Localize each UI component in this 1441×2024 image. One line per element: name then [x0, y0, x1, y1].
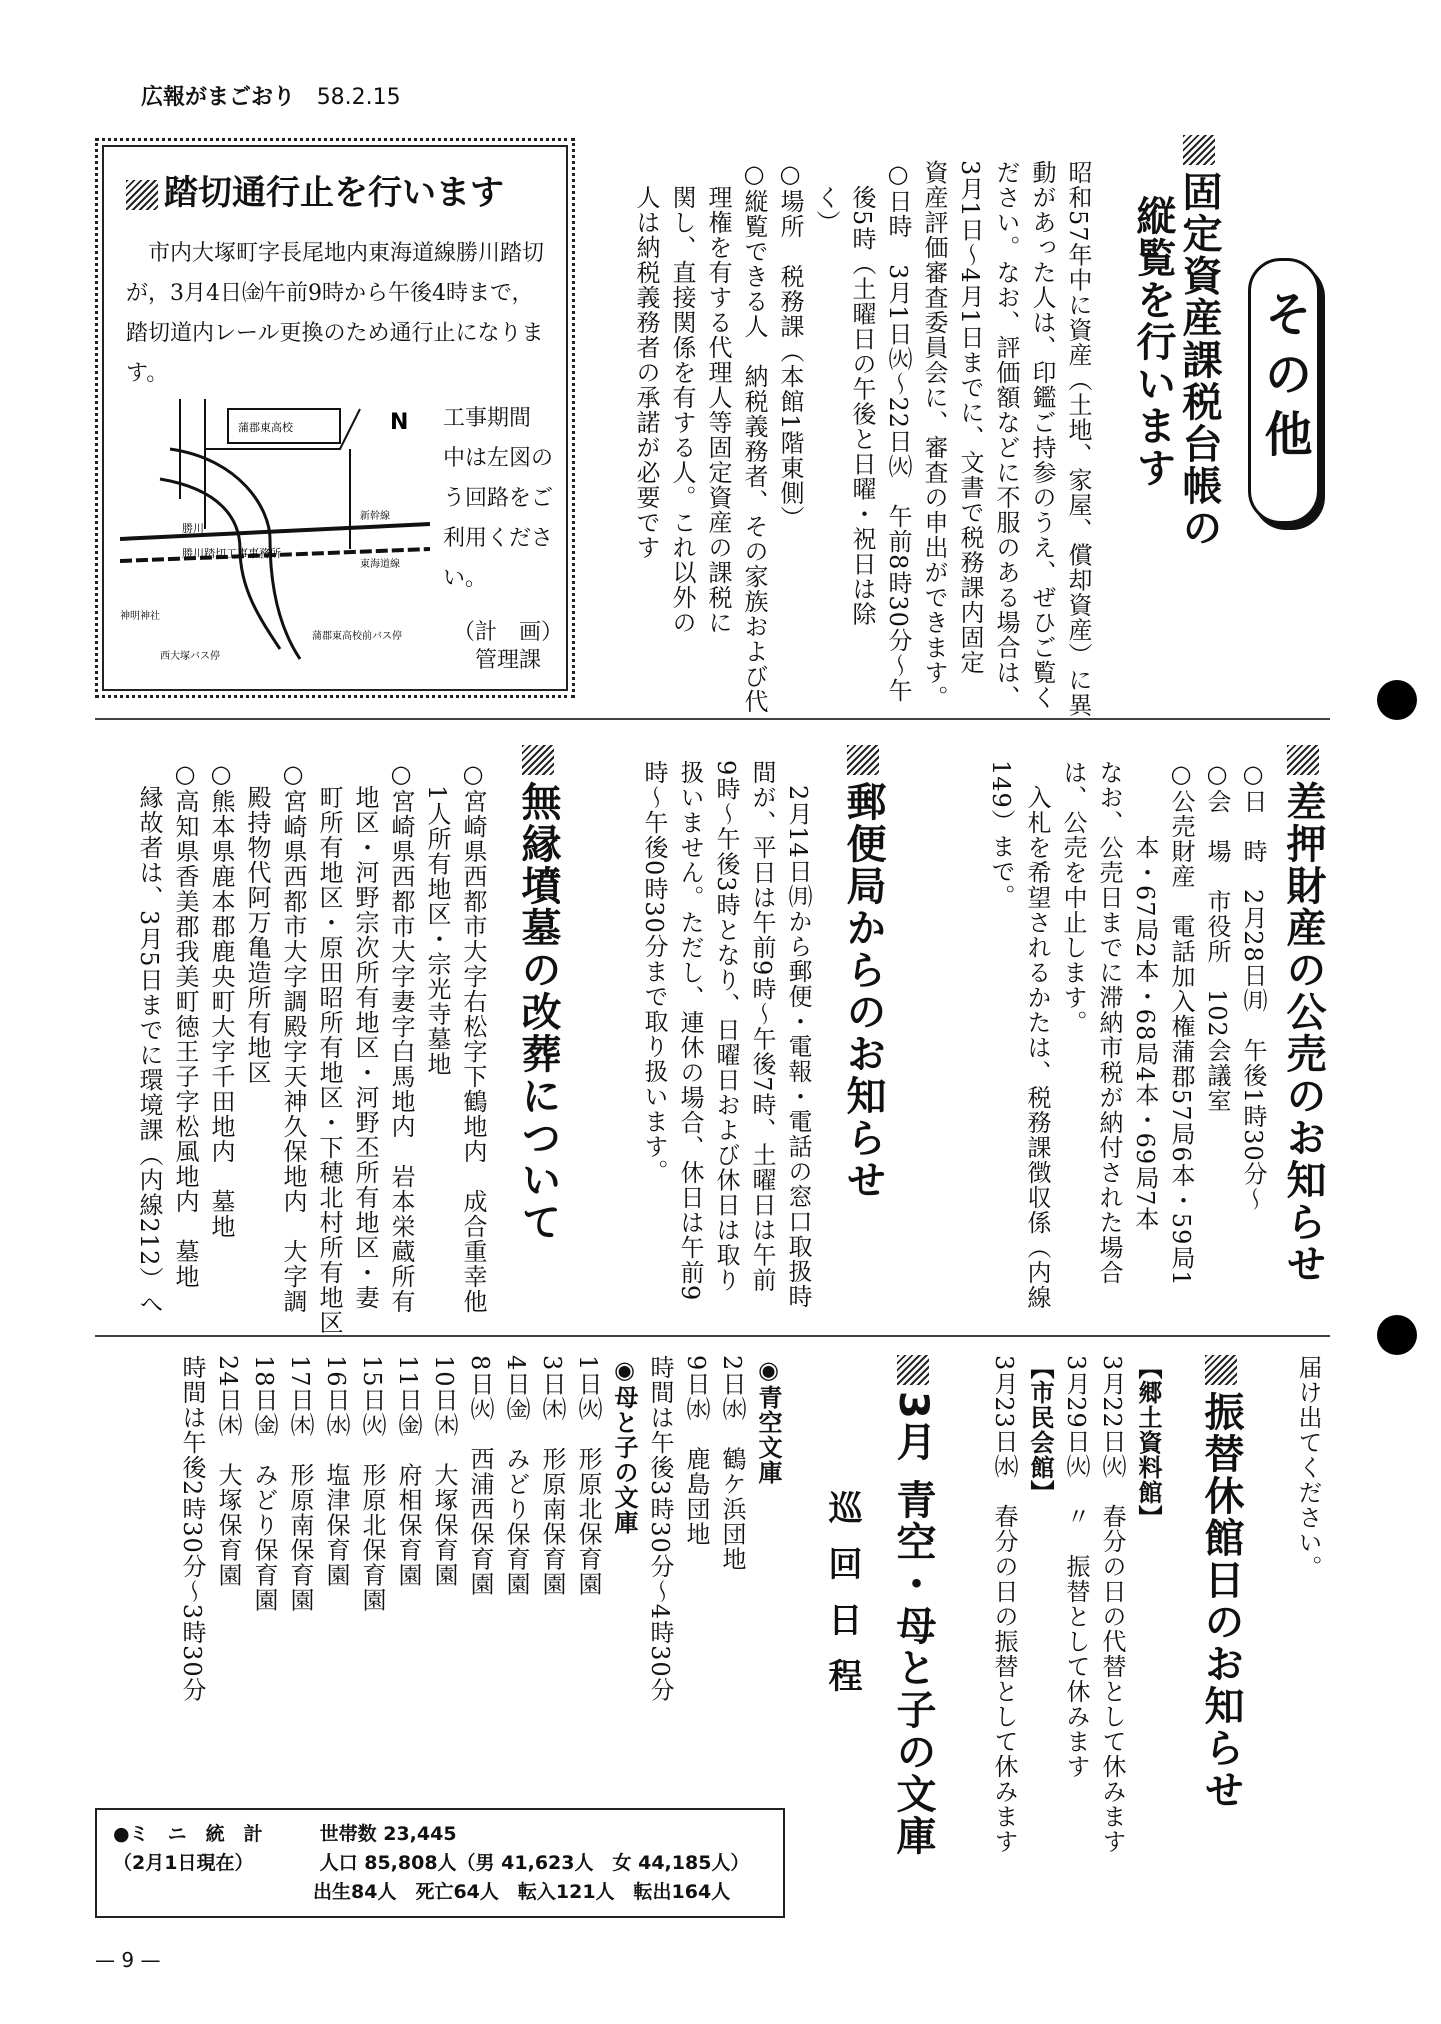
fumikiri-title-text: 踏切通行止を行います — [164, 173, 504, 213]
heading-hatch-icon — [847, 745, 879, 775]
bunko-line: 時間は午後3時30分〜4時30分 — [646, 1355, 674, 1703]
muen-line: 縁故者は、3月5日までに環境課（内線212）へ — [135, 760, 163, 1317]
bunko-line: 11日㈮ 府相保育園 — [394, 1355, 422, 1588]
sashiosae-line: ○日 時 2月28日㈪ 午後1時30分〜 — [1239, 760, 1267, 1212]
mini-stats-households: 世帯数 23,445 — [319, 1823, 457, 1845]
mini-stats-label: ●ミ ニ 統 計 — [113, 1823, 263, 1845]
sashiosae-line: 本・67局2本・68局4本・69局7本 — [1131, 760, 1159, 1232]
koteishisan-line: ださい。なお、評価額などに不服のある場合は、 — [992, 160, 1020, 710]
yubin-title: 郵便局からのお知らせ — [840, 781, 886, 1201]
margin-bullet — [1377, 680, 1417, 720]
fumikiri-note-line: い。 — [443, 566, 488, 591]
furikae-title: 振替休館日のお知らせ — [1198, 1391, 1244, 1811]
category-badge — [1248, 258, 1320, 524]
koteishisan-body — [628, 160, 1096, 718]
section-divider — [95, 718, 1330, 720]
koteishisan-line: く） — [812, 160, 840, 235]
map-label-tokaido: 東海道線 — [360, 559, 400, 570]
map-railway-shinkansen — [120, 524, 430, 539]
bunko-line: ◉青空文庫 — [754, 1355, 783, 1485]
muen-line: ○熊本県鹿本郡鹿央町大字千田地内 墓地 — [207, 760, 235, 1239]
bunko-line: 8日㈫ 西浦西保育園 — [466, 1355, 494, 1597]
bunko-subtitle: 巡回日程 — [822, 1490, 862, 1714]
koteishisan-line: 人は納税義務者の承諾が必要です — [632, 160, 660, 560]
map-label-shrine: 神明神社 — [120, 611, 160, 622]
bunko-line: 時間は午後2時30分〜3時30分 — [178, 1355, 206, 1703]
map-label-bus-stop-2: 蒲郡東高校前バス停 — [312, 631, 402, 642]
bunko-line: 2日㈬ 鶴ケ浜団地 — [718, 1355, 746, 1572]
muen-line: 1人所有地区・宗光寺墓地 — [423, 760, 451, 1077]
muen-line: 地区・河野宗次所有地区・河野丕所有地区・妻 — [351, 760, 379, 1310]
heading-hatch-icon — [126, 180, 158, 210]
yubin-line: 間が、平日は午前9時〜午後7時、土曜日は午前 — [748, 760, 776, 1293]
furikae-line: 【市民会館】 — [1026, 1355, 1055, 1505]
fumikiri-notice-box — [95, 138, 575, 698]
mini-stats-row-1 — [113, 1820, 767, 1849]
sashiosae-heading — [1280, 745, 1326, 1285]
fumikiri-dept-line2: 管理課 — [475, 648, 542, 673]
fumikiri-dept-line1: （計 画） — [453, 620, 564, 645]
muen-line: 町所有地区・原田昭所有地区・下穂北村所有地区 — [315, 760, 343, 1335]
publication-date: 58.2.15 — [316, 85, 401, 110]
furikae-line: 【郷土資料館】 — [1134, 1355, 1163, 1530]
furikae-line: 3月22日㈫ 春分の日の代替として休みます — [1098, 1355, 1126, 1854]
koteishisan-heading — [1130, 135, 1222, 615]
furikae-heading — [1198, 1355, 1244, 1811]
category-label: その他 — [1256, 289, 1312, 469]
map-label-shinkansen: 新幹線 — [360, 511, 390, 522]
heading-hatch-icon — [897, 1355, 929, 1385]
sashiosae-line: 入札を希望されるかたは、税務課徴収係（内線 — [1023, 760, 1051, 1310]
koteishisan-line: ○縦覧できる人 納税義務者、その家族および代 — [740, 160, 768, 714]
bunko-line: 16日㈬ 塩津保育園 — [322, 1355, 350, 1588]
yubin-line: 時〜午後0時30分まで取り扱います。 — [640, 760, 668, 1184]
map-label-bus-stop-1: 西大塚バス停 — [160, 651, 220, 662]
bunko-line: 4日㈮ みどり保育園 — [502, 1355, 530, 1597]
furikae-lead — [1290, 1355, 1326, 1580]
sashiosae-body — [983, 760, 1271, 1320]
map-north-arrow: N — [390, 410, 409, 435]
furikae-lead-text: 届け出てください。 — [1294, 1355, 1322, 1580]
heading-hatch-icon — [1287, 745, 1319, 775]
margin-bullet — [1377, 1315, 1417, 1355]
sashiosae-line: ○公売財産 電話加入権蒲郡57局6本・59局1 — [1167, 760, 1195, 1287]
yubin-heading — [840, 745, 886, 1201]
fumikiri-note-line: 利用くださ — [443, 526, 554, 551]
mini-stats-births: 出生84人 死亡64人 転入121人 転出164人 — [313, 1881, 731, 1903]
publication-title: 広報がまごおり — [141, 85, 296, 110]
bunko-line: 18日㈮ みどり保育園 — [250, 1355, 278, 1613]
page-number: — 9 — — [95, 1948, 161, 1972]
koteishisan-line: 昭和57年中に資産（土地、家屋、償却資産）に異 — [1064, 160, 1092, 718]
mini-stats-population: 人口 85,808人（男 41,623人 女 44,185人） — [319, 1852, 750, 1874]
fumikiri-note-line: 中は左図の — [443, 446, 554, 471]
muen-title: 無縁墳墓の改葬について — [515, 781, 561, 1243]
muen-line: ○宮崎県西都市大字右松字下鶴地内 成合重幸他 — [459, 760, 487, 1314]
koteishisan-title-line1: 固定資産課税台帳の — [1176, 171, 1222, 549]
koteishisan-line: 理権を有する代理人等固定資産の課税に — [704, 160, 732, 635]
furikae-line: 3月29日㈫ 〃 振替として休みます — [1062, 1355, 1090, 1779]
koteishisan-line: 後5時（土曜日の午後と日曜・祝日は除 — [848, 160, 876, 627]
map-label-office: 勝川踏切工事事務所 — [182, 547, 281, 560]
koteishisan-title-line2: 縦覧を行います — [1130, 195, 1176, 489]
map-label-katsukawa: 勝川 — [182, 522, 204, 535]
bunko-line: ◉母と子の文庫 — [610, 1355, 639, 1535]
heading-hatch-icon — [522, 745, 554, 775]
heading-hatch-icon — [1205, 1355, 1237, 1385]
sashiosae-title: 差押財産の公売のお知らせ — [1280, 781, 1326, 1285]
page-header — [141, 80, 401, 111]
muen-heading — [515, 745, 561, 1243]
fumikiri-title — [126, 165, 544, 214]
muen-line: ○宮崎県西都市大字調殿字天神久保地内 大字調 — [279, 760, 307, 1314]
bunko-title: 3月 青空・母と子の文庫 — [890, 1391, 936, 1857]
furikae-line: 3月23日㈬ 春分の日の振替として休みます — [990, 1355, 1018, 1854]
yubin-body — [636, 760, 816, 1320]
muen-line: 殿持物代阿万亀造所有地区 — [243, 760, 271, 1085]
koteishisan-line: ○日時 3月1日㈫〜22日㈫ 午前8時30分〜午 — [884, 160, 912, 703]
detour-map — [120, 389, 430, 679]
bunko-line: 24日㈭ 大塚保育園 — [214, 1355, 242, 1588]
sashiosae-line: は、公売を中止します。 — [1059, 760, 1087, 1035]
koteishisan-line: ○場所 税務課（本館1階東側） — [776, 160, 804, 531]
section-divider — [95, 1335, 1330, 1337]
heading-hatch-icon — [1183, 135, 1215, 165]
yubin-line: 扱いません。ただし、連休の場合、休日は午前9 — [676, 760, 704, 1302]
fumikiri-body: 市内大塚町字長尾地内東海道線勝川踏切が，3月4日㈮午前9時から午後4時まで，踏切道内レール更換のため通行止になります。 — [126, 241, 545, 386]
fumikiri-note-line: う回路をご — [443, 486, 554, 511]
sashiosae-line: 149）まで。 — [987, 760, 1015, 909]
furikae-body — [986, 1355, 1166, 1915]
mini-stats-row-2 — [113, 1849, 767, 1878]
muen-line: ○高知県香美郡我美町徳王子字松風地内 墓地 — [171, 760, 199, 1289]
koteishisan-line: 関し、直接関係を有する人。これ以外の — [668, 160, 696, 635]
muen-body — [131, 760, 491, 1335]
mini-stats-row-3 — [113, 1878, 767, 1907]
bunko-heading — [890, 1355, 936, 1857]
bunko-line: 15日㈫ 形原北保育園 — [358, 1355, 386, 1613]
sashiosae-line: なお、公売日までに滞納市税が納付された場合 — [1095, 760, 1123, 1285]
koteishisan-line: 3月1日〜4月1日までに、文書で税務課内固定 — [956, 160, 984, 676]
fumikiri-note-line: 工事期間 — [443, 406, 532, 431]
sashiosae-line: ○会 場 市役所 102会議室 — [1203, 760, 1231, 1113]
koteishisan-line: 資産評価審査委員会に、審査の申出ができます。 — [920, 160, 948, 710]
mini-stats-box — [95, 1808, 785, 1918]
bunko-line: 3日㈭ 形原南保育園 — [538, 1355, 566, 1597]
bunko-line: 10日㈭ 大塚保育園 — [430, 1355, 458, 1588]
fumikiri-dept — [453, 619, 563, 675]
muen-line: ○宮崎県西都市大字妻字白馬地内 岩本栄蔵所有 — [387, 760, 415, 1314]
fumikiri-note — [443, 399, 553, 599]
bunko-line: 1日㈫ 形原北保育園 — [574, 1355, 602, 1597]
map-label-school: 蒲郡東高校 — [238, 421, 293, 434]
yubin-line: 9時〜午後3時となり、日曜日および休日は取り — [712, 760, 740, 1293]
bunko-line: 9日㈬ 鹿島団地 — [682, 1355, 710, 1547]
mini-stats-date: （2月1日現在） — [113, 1852, 254, 1874]
yubin-line: 2月14日㈪から郵便・電報・電話の窓口取扱時 — [784, 760, 812, 1309]
bunko-line: 17日㈭ 形原南保育園 — [286, 1355, 314, 1613]
koteishisan-line: 動があった人は、印鑑ご持参のうえ、ぜひご覧く — [1028, 160, 1056, 710]
